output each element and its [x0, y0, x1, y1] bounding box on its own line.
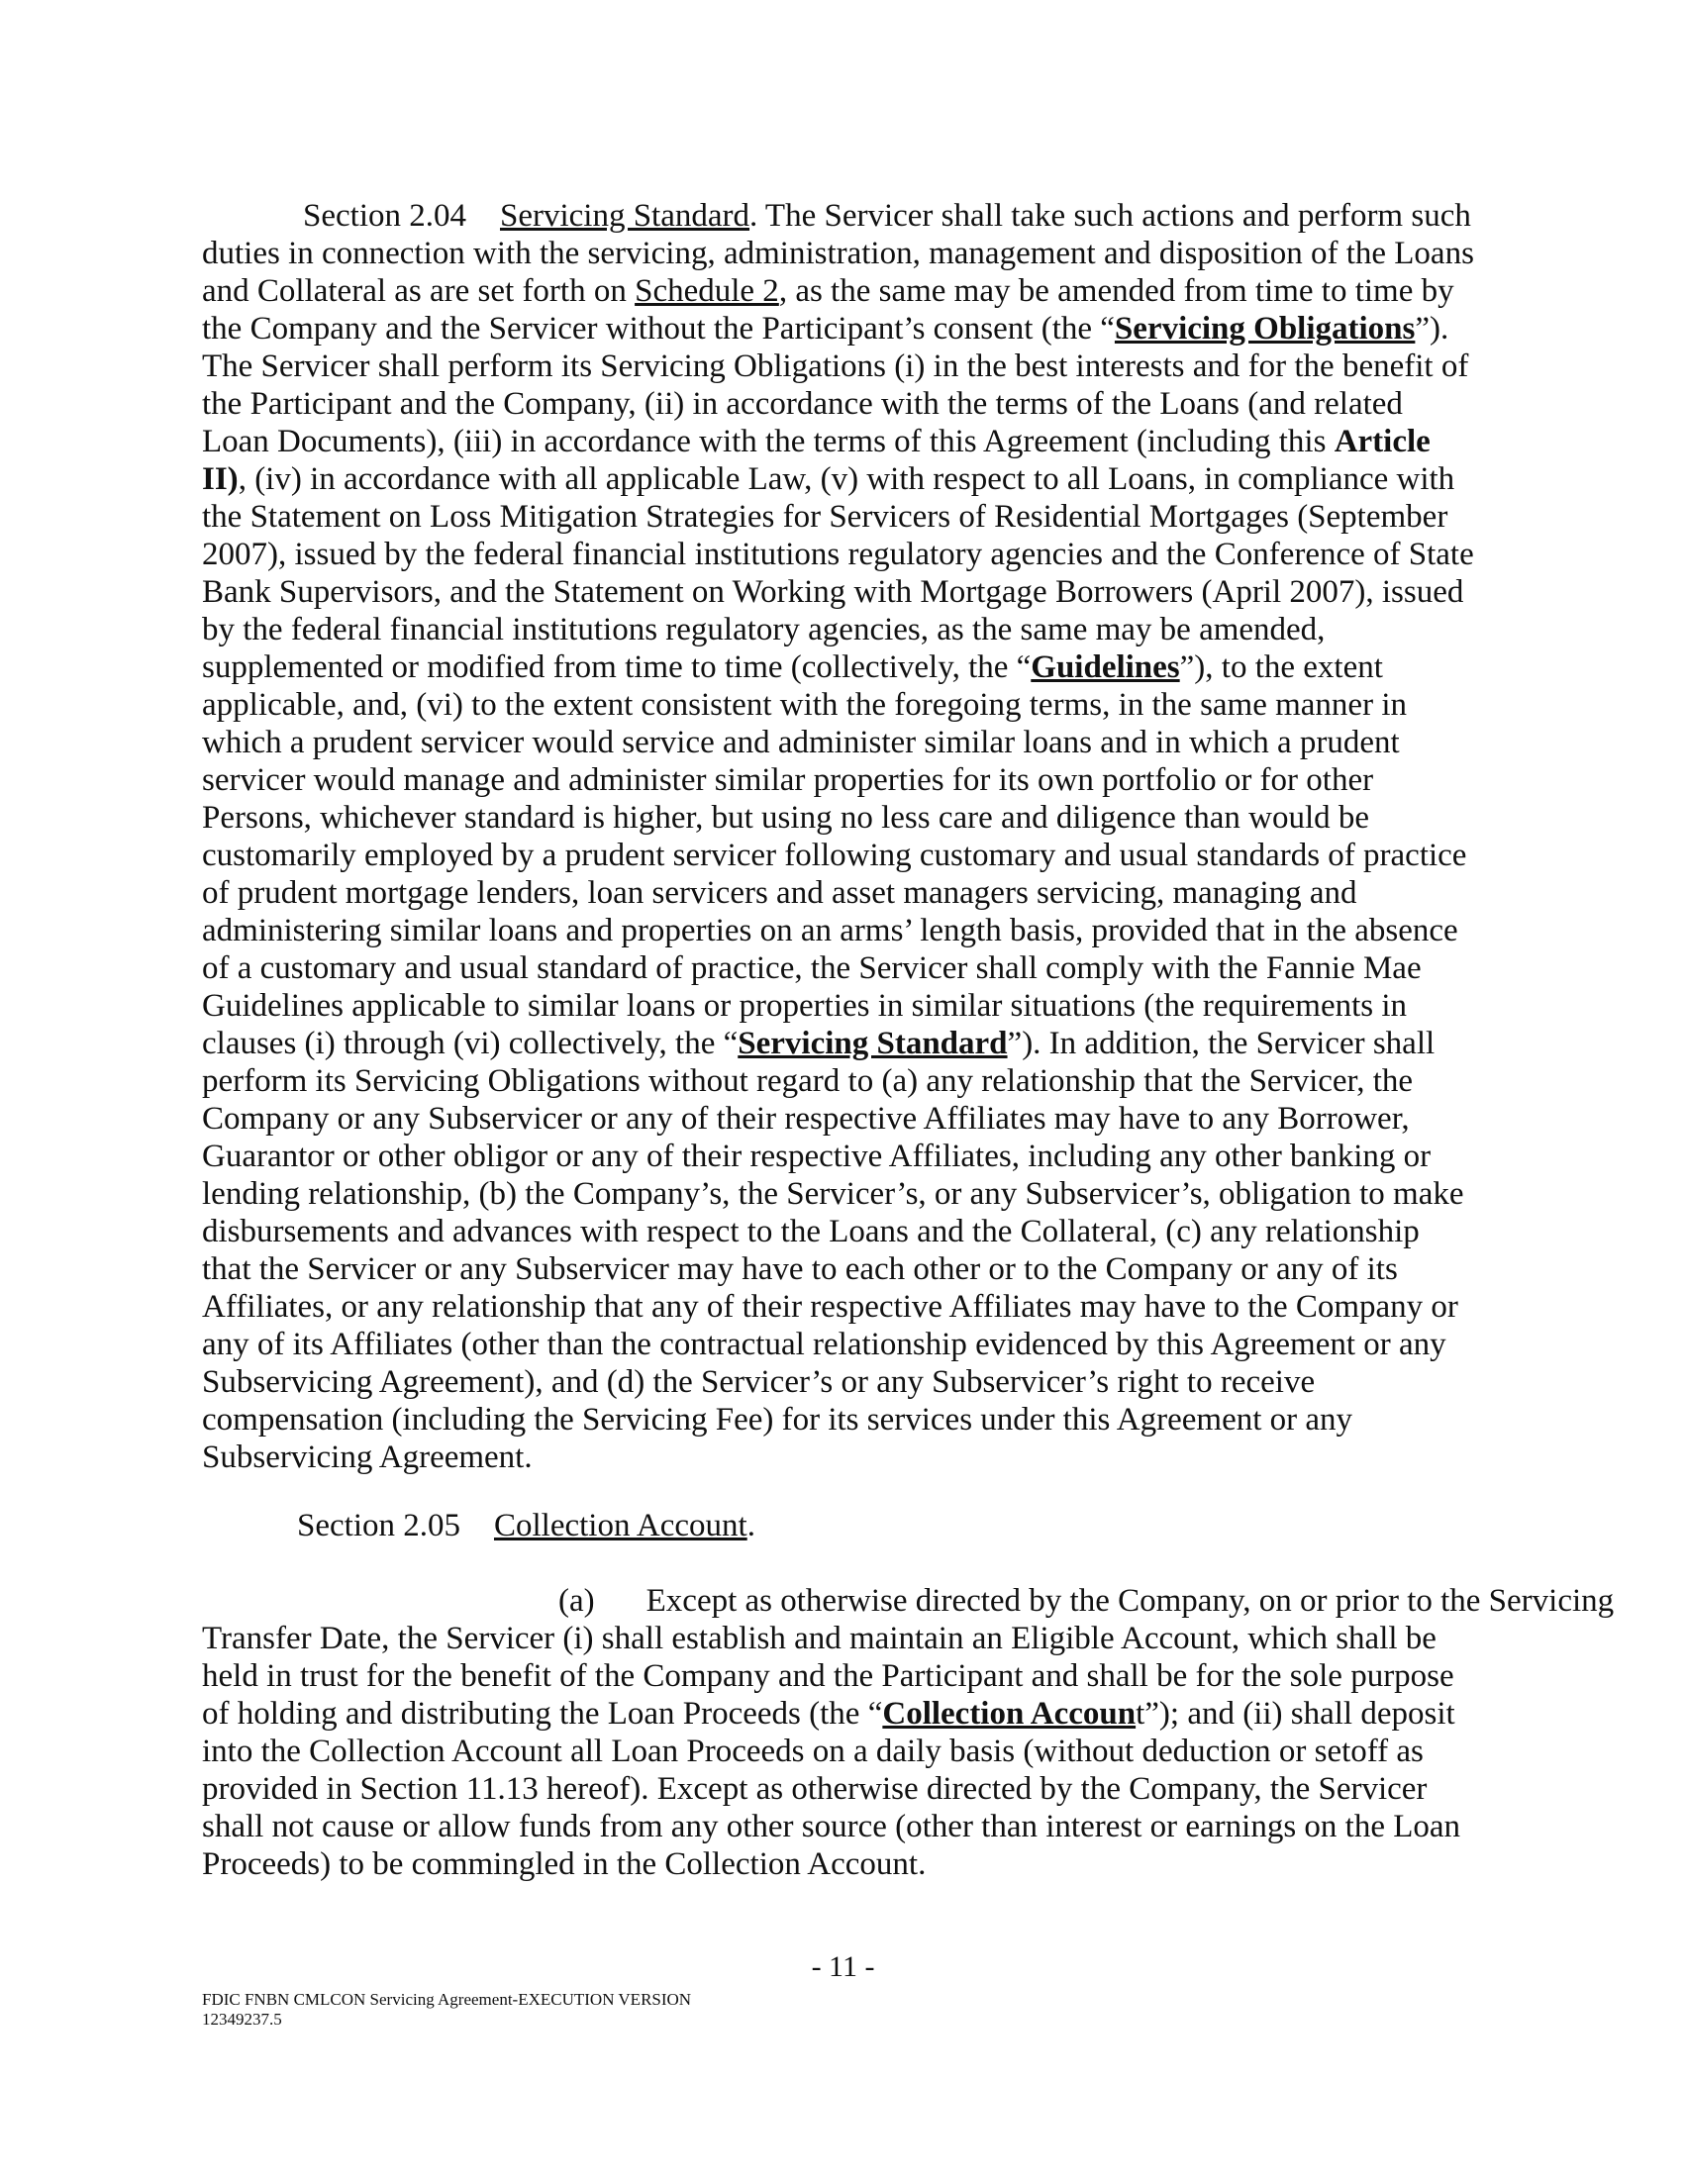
text-run: t”); and (ii) shall deposit	[1136, 1696, 1455, 1732]
text-line	[202, 1326, 1489, 1363]
text-run: and Collateral as are set forth on	[202, 273, 636, 309]
text-run: The Servicer shall perform its Servicing Obligations (i) in the best interests and for the benefit of	[202, 348, 1469, 384]
text-run: any of its Affiliates (other than the contractual relationship evidenced by this Agreement or any	[202, 1327, 1446, 1362]
text-line	[202, 235, 1489, 272]
text-line	[202, 460, 1489, 498]
text-line	[202, 573, 1489, 611]
text-line	[202, 1695, 1489, 1733]
defined-term: Servicing Obligations	[1114, 311, 1416, 347]
text-run: shall not cause or allow funds from any other source (other than interest or earnings on the Loan	[202, 1809, 1461, 1844]
text-run: customarily employed by a prudent servicer following customary and usual standards of practice	[202, 838, 1467, 873]
text-run: II)	[202, 461, 239, 497]
text-run: , (iv) in accordance with all applicable Law, (v) with respect to all Loans, in compliance with	[238, 461, 1455, 497]
text-line	[202, 686, 1489, 724]
text-line	[202, 799, 1489, 837]
footer-document-title: FDIC FNBN CMLCON Servicing Agreement-EXECUTION VERSION	[202, 1990, 692, 2009]
text-run: 2007), issued by the federal financial institutions regulatory agencies and the Conference of State	[202, 537, 1474, 572]
underlined-text: Schedule 2	[635, 273, 779, 309]
text-run: Persons, whichever standard is higher, but using no less care and diligence than would be	[202, 800, 1370, 836]
text-run: ”). In addition, the Servicer shall	[1007, 1026, 1436, 1061]
footer-document-id: 12349237.5	[202, 2010, 282, 2029]
text-run: into the Collection Account all Loan Proceeds on a daily basis (without deduction or setoff as	[202, 1734, 1424, 1769]
text-run: of holding and distributing the Loan Proceeds (the “	[202, 1696, 883, 1732]
defined-term: Collection Accoun	[882, 1696, 1137, 1732]
text-line	[202, 272, 1489, 310]
text-run: lending relationship, (b) the Company’s, the Servicer’s, or any Subservicer’s, obligation to make	[202, 1176, 1464, 1212]
section-title-suffix: .	[746, 1508, 755, 1543]
section-number: Section 2.05	[297, 1508, 460, 1543]
text-line	[202, 874, 1489, 912]
text-run: applicable, and, (vi) to the extent consistent with the foregoing terms, in the same manner in	[202, 687, 1407, 723]
text-run: the Participant and the Company, (ii) in accordance with the terms of the Loans (and related	[202, 386, 1403, 422]
text-run: of prudent mortgage lenders, loan servicers and asset managers servicing, managing and	[202, 875, 1357, 911]
text-line	[202, 837, 1489, 874]
text-run: Guarantor or other obligor or any of their respective Affiliates, including any other banking or	[202, 1139, 1432, 1174]
text-line	[202, 385, 1489, 423]
text-run: , as the same may be amended from time to time by	[778, 273, 1454, 309]
text-line	[202, 1620, 1489, 1657]
text-run: Section 2.04	[303, 198, 466, 234]
text-line	[202, 648, 1489, 686]
page-number: - 11 -	[811, 1950, 875, 1983]
text-line	[202, 1657, 1489, 1695]
text-line	[202, 1100, 1489, 1138]
text-run: disbursements and advances with respect to the Loans and the Collateral, (c) any relationship	[202, 1214, 1420, 1249]
text-run: ”).	[1415, 311, 1449, 347]
text-run: duties in connection with the servicing, administration, management and disposition of the Loans	[202, 236, 1474, 271]
text-run: Subservicing Agreement), and (d) the Servicer’s or any Subservicer’s right to receive	[202, 1364, 1316, 1400]
text-line	[202, 536, 1489, 573]
text-run: Subservicing Agreement.	[202, 1439, 533, 1475]
document-footer	[202, 1990, 691, 2030]
text-run: the Statement on Loss Mitigation Strategies for Servicers of Residential Mortgages (September	[202, 499, 1448, 535]
text-line	[202, 949, 1489, 987]
text-run: provided in Section 11.13 hereof). Except as otherwise directed by the Company, the Servicer	[202, 1771, 1428, 1807]
text-run: Article	[1334, 424, 1431, 459]
text-run: which a prudent servicer would service and administer similar loans and in which a prudent	[202, 725, 1400, 760]
text-line	[202, 1288, 1489, 1326]
text-line	[202, 987, 1489, 1025]
text-run: Affiliates, or any relationship that any of their respective Affiliates may have to the Company or	[202, 1289, 1458, 1325]
text-run: . The Servicer shall take such actions and perform such	[749, 198, 1471, 234]
text-line	[202, 423, 1489, 460]
text-run: held in trust for the benefit of the Company and the Participant and shall be for the sole purpose	[202, 1658, 1454, 1694]
text-run: Loan Documents), (iii) in accordance with the terms of this Agreement (including this	[202, 424, 1335, 459]
text-line	[202, 498, 1489, 536]
text-run: of a customary and usual standard of practice, the Servicer shall comply with the Fannie Mae	[202, 950, 1422, 986]
underlined-text: Servicing Standard	[499, 198, 750, 234]
text-line	[202, 1439, 1489, 1476]
text-run: Transfer Date, the Servicer (i) shall establish and maintain an Eligible Account, which shall be	[202, 1621, 1437, 1656]
text-line	[202, 611, 1489, 648]
text-run: servicer would manage and administer similar properties for its own portfolio or for other	[202, 762, 1374, 798]
section-2-05-heading	[297, 1507, 1584, 1544]
section-title: Collection Account	[493, 1508, 747, 1543]
text-line	[202, 1401, 1489, 1439]
text-run: Except as otherwise directed by the Company, on or prior to the Servicing	[645, 1583, 1615, 1619]
text-line	[202, 310, 1489, 347]
text-run: (a)	[558, 1583, 595, 1619]
section-2-04-paragraph	[202, 197, 1489, 1476]
text-run: the Company and the Servicer without the Participant’s consent (the “	[202, 311, 1115, 347]
text-run: Guidelines applicable to similar loans or properties in similar situations (the requirements in	[202, 988, 1408, 1024]
text-run: compensation (including the Servicing Fee) for its services under this Agreement or any	[202, 1402, 1353, 1438]
text-line	[202, 1250, 1489, 1288]
defined-term: Guidelines	[1031, 649, 1180, 685]
text-line	[202, 1025, 1489, 1062]
text-line	[202, 1175, 1489, 1213]
text-run: administering similar loans and properties on an arms’ length basis, provided that in the absence	[202, 913, 1458, 948]
text-run: Bank Supervisors, and the Statement on Working with Mortgage Borrowers (April 2007), issued	[202, 574, 1464, 610]
text-line	[202, 1062, 1489, 1100]
text-line	[202, 1733, 1489, 1770]
text-line	[202, 1363, 1489, 1401]
text-line	[202, 724, 1489, 761]
text-line	[202, 1138, 1489, 1175]
text-run: by the federal financial institutions regulatory agencies, as the same may be amended,	[202, 612, 1326, 647]
text-line	[202, 912, 1489, 949]
text-line	[202, 761, 1489, 799]
text-run: supplemented or modified from time to time (collectively, the “	[202, 649, 1032, 685]
text-line	[202, 1770, 1489, 1808]
text-line	[202, 347, 1489, 385]
text-run: Proceeds) to be commingled in the Collection Account.	[202, 1846, 927, 1882]
text-run: perform its Servicing Obligations without regard to (a) any relationship that the Servicer, the	[202, 1063, 1414, 1099]
text-line	[202, 1808, 1489, 1845]
defined-term: Servicing Standard	[738, 1026, 1008, 1061]
text-line	[202, 197, 1489, 235]
text-run: clauses (i) through (vi) collectively, the “	[202, 1026, 739, 1061]
text-run: ”), to the extent	[1179, 649, 1383, 685]
text-run: Company or any Subservicer or any of their respective Affiliates may have to any Borrower,	[202, 1101, 1410, 1137]
text-line	[202, 1582, 1615, 1620]
section-2-05-clause-a	[202, 1582, 1615, 1883]
text-line	[202, 1845, 1489, 1883]
text-run: that the Servicer or any Subservicer may have to each other or to the Company or any of its	[202, 1251, 1398, 1287]
text-line	[202, 1213, 1489, 1250]
